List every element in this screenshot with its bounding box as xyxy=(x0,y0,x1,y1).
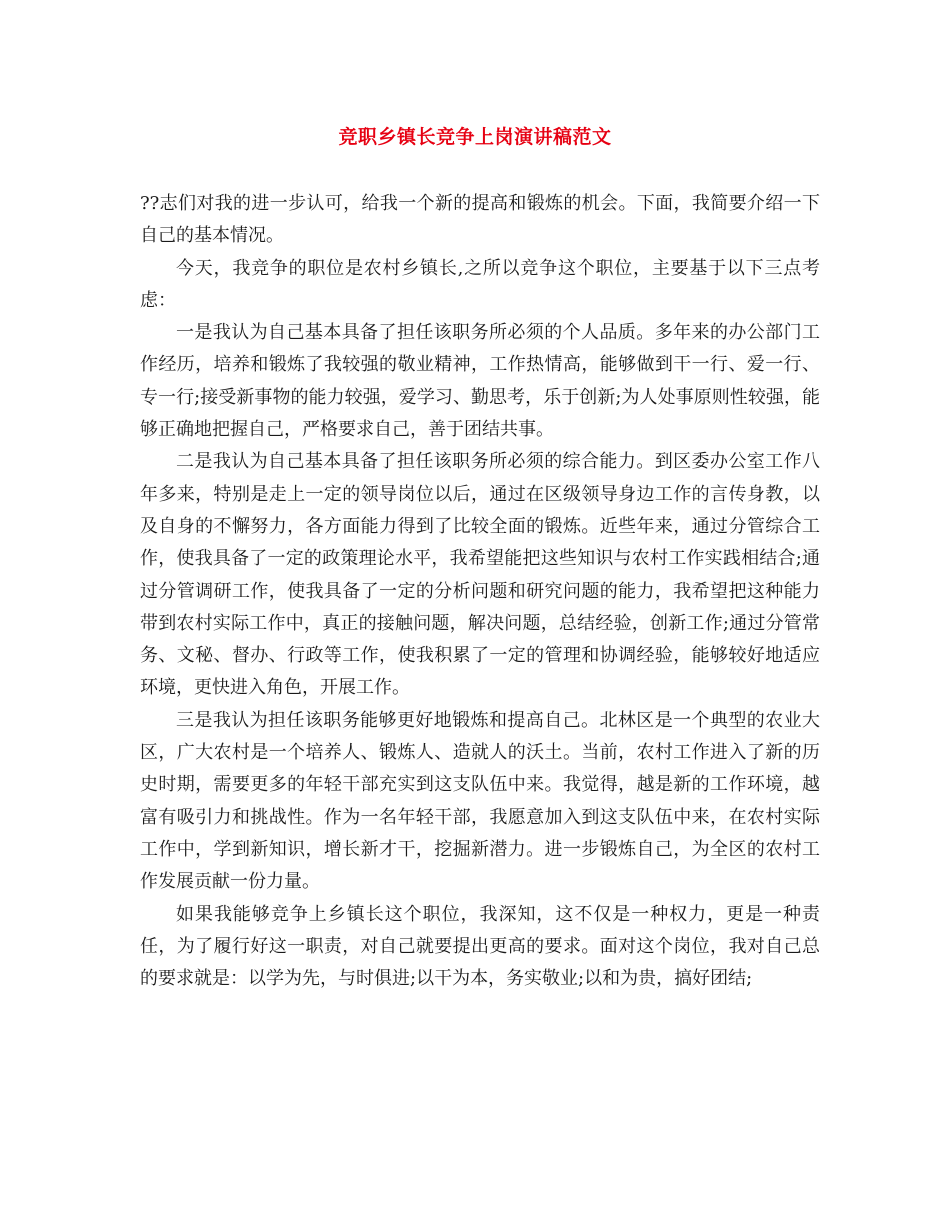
paragraph-3: 一是我认为自己基本具备了担任该职务所必须的个人品质。多年来的办公部门工作经历，培养和锻炼了我较强的敬业精神，工作热情高，能够做到干一行、爱一行、专一行;接受新事物的能力较强，爱学习、勤思考，乐于创新;为人处事原则性较强，能够正确地把握自己，严格要求自己，善于团结共事。 xyxy=(140,322,820,441)
paragraph-4: 二是我认为自己基本具备了担任该职务所必须的综合能力。到区委办公室工作八年多来，特别是走上一定的领导岗位以后，通过在区级领导身边工作的言传身教，以及自身的不懈努力，各方面能力得到了比较全面的锻炼。近些年来，通过分管综合工作，使我具备了一定的政策理论水平，我希望能把这些知识与农村工作实践相结合;通过分管调研工作，使我具备了一定的分析问题和研究问题的能力，我希望把这种能力带到农村实际工作中，真正的接触问题，解决问题，总结经验，创新工作;通过分管常务、文秘、督办、行政等工作，使我积累了一定的管理和协调经验，能够较好地适应环境，更快进入角色，开展工作。 xyxy=(140,451,820,699)
paragraph-6: 如果我能够竞争上乡镇长这个职位，我深知，这不仅是一种权力，更是一种责任，为了履行好这一职责，对自己就要提出更高的要求。面对这个岗位，我对自己总的要求就是：以学为先，与时俱进;以干为本，务实敬业;以和为贵，搞好团结; xyxy=(140,903,820,990)
paragraph-1: ??志们对我的进一步认可，给我一个新的提高和锻炼的机会。下面，我简要介绍一下自己的基本情况。 xyxy=(140,193,820,247)
page-title: 竞职乡镇长竞争上岗演讲稿范文 xyxy=(338,126,612,148)
paragraph-5: 三是我认为担任该职务能够更好地锻炼和提高自己。北林区是一个典型的农业大区，广大农村是一个培养人、锻炼人、造就人的沃土。当前，农村工作进入了新的历史时期，需要更多的年轻干部充实到这支队伍中来。我觉得，越是新的工作环境，越富有吸引力和挑战性。作为一名年轻干部，我愿意加入到这支队伍中来，在农村实际工作中，学到新知识，增长新才干，挖掘新潜力。进一步锻炼自己，为全区的农村工作发展贡献一份力量。 xyxy=(140,709,820,893)
paragraph-2: 今天，我竞争的职位是农村乡镇长,之所以竞争这个职位，主要基于以下三点考虑： xyxy=(140,257,820,311)
document-body xyxy=(140,188,820,995)
